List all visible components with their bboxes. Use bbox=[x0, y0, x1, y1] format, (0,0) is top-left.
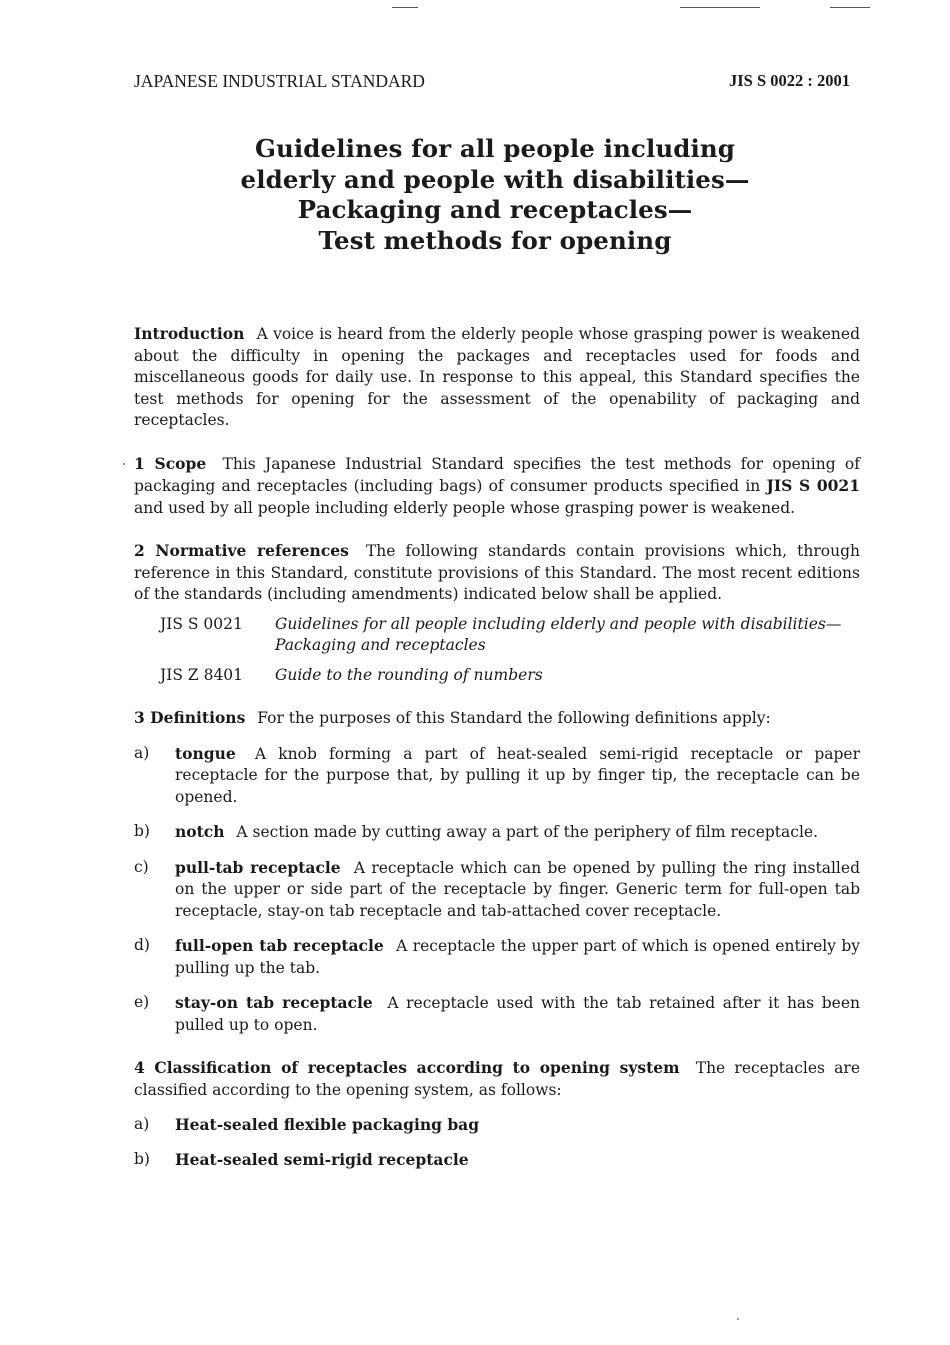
normative-text: The following standards contain provisions which, through reference in this Standard, constitute provisions of this Standard. The most recent editions of the standards (including amendments) indicated below shall be applied. bbox=[134, 542, 860, 603]
definition-term: full-open tab receptacle bbox=[175, 936, 384, 955]
definition-label: e) bbox=[134, 993, 150, 1011]
scan-speck bbox=[123, 463, 125, 465]
title-line: Guidelines for all people including bbox=[254, 134, 736, 163]
classification-text: The receptacles are classified according to the opening system, as follows: bbox=[134, 1059, 860, 1099]
title-line: Packaging and receptacles— bbox=[297, 195, 693, 224]
page-header bbox=[134, 71, 850, 92]
classification-item bbox=[134, 1149, 860, 1171]
definition-item bbox=[134, 857, 860, 923]
title-line: elderly and people with disabilities— bbox=[240, 164, 750, 194]
definition-term: notch bbox=[175, 822, 225, 841]
header-standard-label: JAPANESE INDUSTRIAL STANDARD bbox=[134, 71, 425, 91]
definition-body bbox=[175, 992, 860, 1036]
reference-title: Guidelines for all people including elderly and people with disabilities—Packaging and receptacles bbox=[275, 614, 842, 654]
introduction-text: A voice is heard from the elderly people whose grasping power is weakened about the difficulty in opening the packages and receptacles used for foods and miscellaneous goods for daily use. In response to this appeal, this Standard specifies the test methods for opening for the assessment of the openability of packaging and receptacles. bbox=[134, 325, 860, 429]
reference-code: JIS S 0021 bbox=[160, 614, 243, 633]
definition-text: A knob forming a part of heat-sealed semi-rigid receptacle or paper receptacle for the purpose that, by pulling it up by finger tip, the receptacle can be opened. bbox=[175, 744, 860, 806]
definition-item bbox=[134, 992, 860, 1036]
introduction-heading: Introduction bbox=[134, 324, 245, 343]
scan-artifact-line bbox=[680, 7, 760, 8]
header-standard-number: JIS S 0022 : 2001 bbox=[728, 71, 850, 90]
definition-text: A receptacle used with the tab retained after it has been pulled up to open. bbox=[175, 994, 860, 1034]
classification-label: a) bbox=[134, 1115, 150, 1133]
reference-entry bbox=[160, 665, 860, 687]
definition-text: A receptacle the upper part of which is opened entirely by pulling up the tab. bbox=[175, 937, 861, 977]
scope-text-end: and used by all people including elderly people whose grasping power is weakened. bbox=[134, 498, 796, 517]
definition-body bbox=[175, 743, 860, 809]
title-line: Test methods for opening bbox=[318, 225, 672, 255]
classification-section bbox=[134, 1057, 860, 1101]
scope-section bbox=[134, 453, 860, 520]
definitions-text: For the purposes of this Standard the following definitions apply: bbox=[257, 709, 771, 727]
document-body bbox=[134, 323, 860, 1183]
normative-heading: 2 Normative references bbox=[134, 541, 349, 560]
definition-label: d) bbox=[134, 936, 150, 954]
definition-item bbox=[134, 935, 860, 979]
normative-section bbox=[134, 540, 860, 606]
scan-artifact-line bbox=[830, 7, 870, 8]
classification-heading: 4 Classification of receptacles according to opening system bbox=[134, 1058, 680, 1077]
scope-reference: JIS S 0021 bbox=[766, 476, 860, 495]
scan-artifact-line bbox=[392, 7, 418, 8]
definition-text: A section made by cutting away a part of the periphery of film receptacle. bbox=[236, 823, 819, 841]
definition-term: pull-tab receptacle bbox=[175, 857, 341, 877]
definition-item bbox=[134, 821, 860, 844]
reference-entry bbox=[160, 614, 860, 657]
definition-term: tongue bbox=[175, 743, 236, 763]
definition-label: b) bbox=[134, 822, 150, 840]
introduction-section bbox=[134, 323, 860, 432]
classification-text: Heat-sealed semi-rigid receptacle bbox=[175, 1149, 469, 1169]
scope-heading: 1 Scope bbox=[134, 453, 207, 473]
classification-item bbox=[134, 1114, 860, 1136]
definition-body bbox=[175, 857, 860, 923]
definition-item bbox=[134, 743, 860, 809]
document-title bbox=[134, 134, 856, 256]
classification-label: b) bbox=[134, 1149, 150, 1168]
definitions-heading: 3 Definitions bbox=[134, 708, 246, 727]
definition-label: c) bbox=[134, 857, 149, 876]
definition-text: A receptacle which can be opened by pulling the ring installed on the upper or side part of the receptacle by finger. Generic term for full-open tab receptacle, stay-on tab receptacle and tab-attached cover receptacle. bbox=[175, 858, 860, 920]
definition-label: a) bbox=[134, 743, 150, 762]
classification-text: Heat-sealed flexible packaging bag bbox=[175, 1115, 480, 1134]
definition-term: stay-on tab receptacle bbox=[175, 993, 373, 1012]
definition-body bbox=[175, 935, 860, 979]
reference-code: JIS Z 8401 bbox=[160, 665, 244, 684]
definitions-section bbox=[134, 707, 860, 730]
reference-title: Guide to the rounding of numbers bbox=[275, 665, 543, 684]
definition-body bbox=[175, 821, 860, 844]
scope-text: This Japanese Industrial Standard specifies the test methods for opening of packaging and receptacles (including bags) of consumer products specified in bbox=[134, 454, 860, 495]
scan-speck bbox=[737, 1318, 739, 1320]
